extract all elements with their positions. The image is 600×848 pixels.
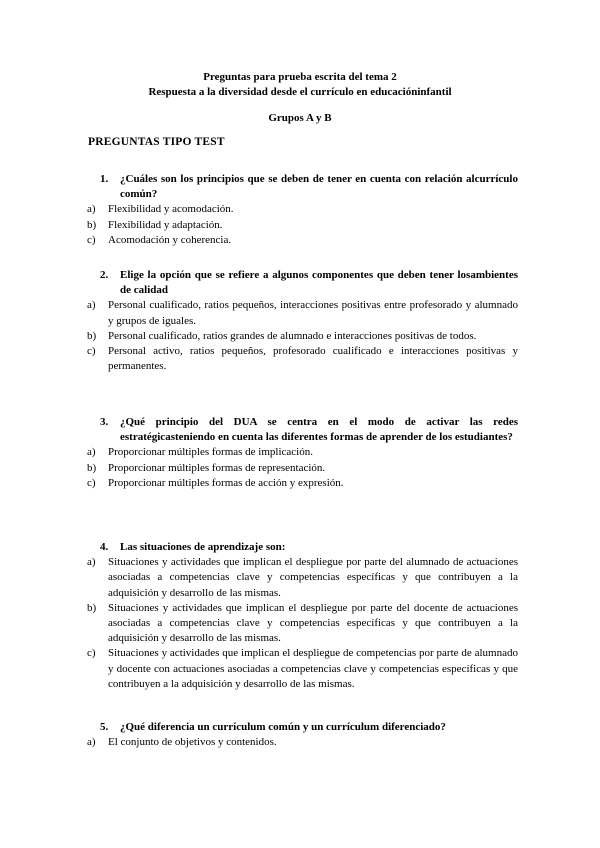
option-text: El conjunto de objetivos y contenidos.	[108, 736, 277, 749]
question-number: 4.	[100, 541, 109, 553]
option-b	[87, 329, 518, 344]
option-c	[87, 646, 518, 692]
question-5-header	[100, 720, 518, 735]
option-letter: a)	[87, 736, 96, 749]
option-text: Personal activo, ratios pequeños, profesorado cualificado e interacciones positivas y permanentes.	[108, 345, 518, 373]
header-groups: Grupos A y B	[268, 112, 332, 124]
option-letter: b)	[87, 329, 97, 342]
question-3	[87, 415, 518, 491]
option-text: Proporcionar múltiples formas de acción y expresión.	[108, 476, 344, 489]
option-a	[87, 735, 518, 750]
option-text: Personal cualificado, ratios pequeños, interacciones positivas entre profesorado y alumnado y grupos de iguales.	[108, 299, 518, 327]
option-text: Flexibilidad y adaptación.	[108, 218, 223, 231]
option-letter: b)	[87, 461, 97, 474]
option-letter: c)	[87, 233, 96, 246]
option-letter: b)	[87, 218, 97, 231]
question-number: 2.	[100, 269, 109, 281]
option-letter: c)	[87, 647, 96, 660]
option-letter: a)	[87, 446, 96, 459]
header-subtitle: Respuesta a la diversidad desde el currículo en educacióninfantil	[148, 85, 452, 98]
question-3-header	[100, 415, 518, 445]
option-text: Proporcionar múltiples formas de representación.	[108, 461, 326, 474]
option-c	[87, 233, 518, 248]
option-c	[87, 476, 518, 491]
header-title: Preguntas para prueba escrita del tema 2	[203, 71, 397, 83]
option-b	[87, 601, 518, 647]
question-number: 1.	[100, 173, 109, 185]
section-title: PREGUNTAS TIPO TEST	[88, 136, 225, 148]
option-letter: a)	[87, 299, 96, 312]
question-text: ¿Qué diferencia un currículum común y un currículum diferenciado?	[120, 721, 446, 733]
option-text: Situaciones y actividades que implican el despliegue de competencias por parte de alumnado y docente con actuaciones asociadas a competencias clave y competencias específicas y que contribuyen a la adquisición y desarrollo de las mismas.	[108, 647, 518, 690]
question-text: ¿Qué principio del DUA se centra en el modo de activar las redes estratégicasteniendo en cuenta las diferentes formas de aprender de los estudiantes?	[120, 416, 518, 444]
question-number: 5.	[100, 721, 109, 733]
question-2-header	[100, 268, 518, 298]
option-text: Proporcionar múltiples formas de implicación.	[108, 446, 313, 459]
option-c	[87, 344, 518, 374]
option-a	[87, 202, 518, 217]
option-text: Flexibilidad y acomodación.	[108, 203, 234, 216]
option-a	[87, 555, 518, 601]
question-2	[87, 268, 518, 374]
option-a	[87, 445, 518, 460]
option-letter: a)	[87, 556, 96, 569]
question-5	[87, 720, 518, 750]
question-number: 3.	[100, 416, 109, 428]
question-text: Elige la opción que se refiere a algunos componentes que deben tener losambientes de calidad	[120, 269, 518, 297]
option-letter: b)	[87, 601, 97, 614]
option-text: Situaciones y actividades que implican el despliegue por parte del alumnado de actuaciones asociadas a competencias clave y competencias específicas y que contribuyen a la adquisición y desarrollo de las mismas.	[108, 556, 518, 599]
question-text: ¿Cuáles son los principios que se deben de tener en cuenta con relación alcurrículo común?	[120, 173, 518, 201]
option-text: Personal cualificado, ratios grandes de alumnado e interacciones positivas de todos.	[108, 329, 477, 342]
option-a	[87, 298, 518, 328]
option-b	[87, 218, 518, 233]
option-text: Situaciones y actividades que implican el despliegue por parte del docente de actuaciones asociadas a competencias clave y competencias específicas y que contribuyen a la adquisición y desarrollo de las mismas.	[108, 601, 518, 645]
option-letter: c)	[87, 476, 96, 489]
option-letter: c)	[87, 345, 96, 358]
option-letter: a)	[87, 203, 96, 216]
question-text: Las situaciones de aprendizaje son:	[120, 541, 286, 553]
question-1-header	[100, 172, 518, 202]
document-header	[0, 70, 600, 126]
option-b	[87, 461, 518, 476]
question-4	[87, 540, 518, 692]
question-1	[87, 172, 518, 248]
option-text: Acomodación y coherencia.	[108, 233, 232, 246]
question-4-header	[100, 540, 518, 555]
